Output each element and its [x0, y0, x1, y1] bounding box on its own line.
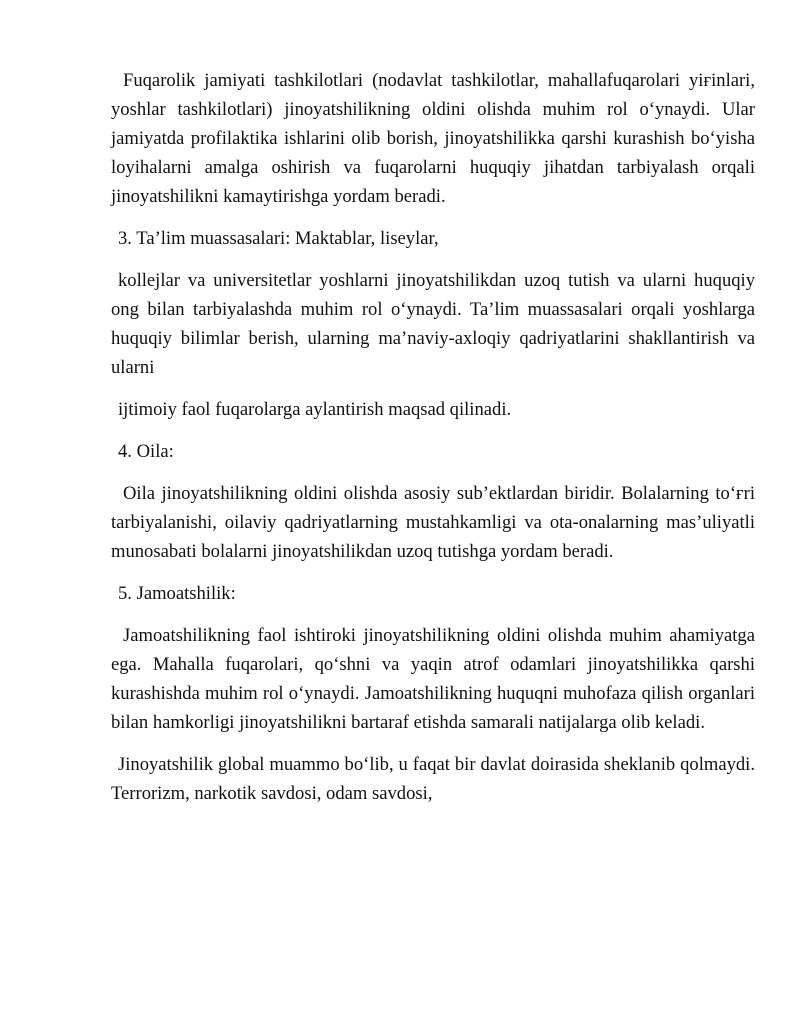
heading-educational-institutions: 3. Ta’lim muassasalari: Maktablar, liseylar,: [118, 228, 439, 249]
heading-public: 5. Jamoatshilik:: [118, 583, 236, 604]
paragraph-public: Jamoatshilikning faol ishtiroki jinoyatshilikning oldini olishda muhim ahamiyatga ega. Mahalla fuqarolari, qo‘shni va yaqin atrof odamlari jinoyatshilikka qarshi kurashishda muhim rol o‘ynaydi. Jamoatshilikning huquqni muhofaza qilish organlari bilan hamkorligi jinoyatshilikni bartaraf etishda samarali natijalarga olib keladi.: [111, 625, 755, 733]
heading-family: 4. Oila:: [118, 441, 174, 462]
paragraph-educational-institutions: kollejlar va universitetlar yoshlarni jinoyatshilikdan uzoq tutish va ularni huquqiy ong bilan tarbiyalashda muhim rol o‘ynaydi. Ta’lim muassasalari orqali yoshlarga huquqiy bilimlar berish, ularning ma’naviy-axloqiy qadriyatlarini shakllantirish va ularni: [111, 270, 755, 378]
paragraph-active-citizens: ijtimoiy faol fuqarolarga aylantirish maqsad qilinadi.: [118, 399, 512, 420]
paragraph-civil-society: Fuqarolik jamiyati tashkilotlari (nodavlat tashkilotlar, mahallafuqarolari yiғinlari, yoshlar tashkilotlari) jinoyatshilikning oldini olishda muhim rol o‘ynaydi. Ular jamiyatda profilaktika ishlarini olib borish, jinoyatshilikka qarshi kurashish bo‘yisha loyihalarni amalga oshirish va fuqarolarni huquqiy jihatdan tarbiyalash orqali jinoyatshilikni kamaytirishga yordam beradi.: [111, 70, 755, 207]
document-body: [111, 66, 755, 821]
paragraph-global-crime: Jinoyatshilik global muammo bo‘lib, u faqat bir davlat doirasida sheklanib qolmaydi. Terrorizm, narkotik savdosi, odam savdosi,: [111, 754, 755, 804]
paragraph-family: Oila jinoyatshilikning oldini olishda asosiy sub’ektlardan biridir. Bolalarning to‘ғri tarbiyalanishi, oilaviy qadriyatlarning mustahkamligi va ota-onalarning mas’uliyatli munosabati bolalarni jinoyatshilikdan uzoq tutishga yordam beradi.: [111, 483, 755, 562]
